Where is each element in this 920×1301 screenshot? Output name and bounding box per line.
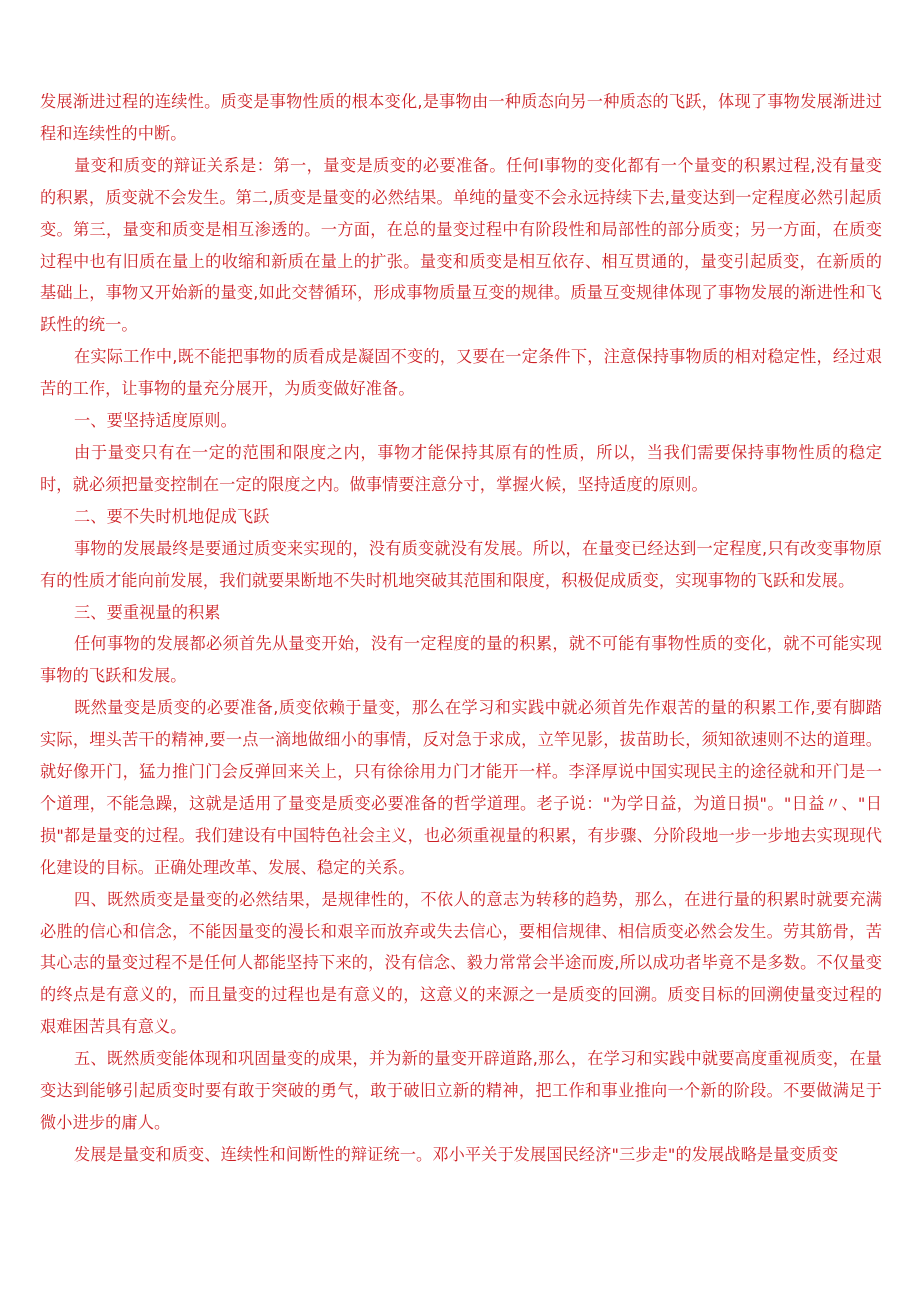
paragraph-accumulation: 任何事物的发展都必须首先从量变开始，没有一定程度的量的积累，就不可能有事物性质的变化，就不可能实现事物的飞跃和发展。	[40, 634, 882, 686]
heading-one: 一、要坚持适度原则。	[74, 411, 237, 431]
paragraph-dialectical-relation: 量变和质变的辩证关系是：第一，量变是质变的必要准备。任何I事物的变化都有一个量变的积累过程,没有量变的积累，质变就不会发生。第二,质变是量变的必然结果。单纯的量变不会永远持续下去,量变达到一定程度必然引起质变。第三，量变和质变是相互渗透的。一方面，在总的量变过程中有阶段性和局部性的部分质变；另一方面，在质变过程中也有旧质在量上的收缩和新质在量上的扩张。量变和质变是相互依存、相互贯通的，量变引起质变，在新质的基础上，事物又开始新的量变,如此交替循环，形成事物质量互变的规律。质量互变规律体现了事物发展的渐进性和飞跃性的统一。	[40, 155, 882, 335]
paragraph-development: 发展是量变和质变、连续性和间断性的辩证统一。邓小平关于发展国民经济"三步走"的发展战略是量变质变	[74, 1144, 839, 1164]
heading-two: 二、要不失时机地促成飞跃	[74, 506, 270, 526]
paragraph-moderation: 由于量变只有在一定的范围和限度之内，事物才能保持其原有的性质，所以，当我们需要保持事物性质的稳定时，就必须把量变控制在一定的限度之内。做事情要注意分寸，掌握火候，坚持适度的原则。	[40, 442, 882, 494]
paragraph-practical-work: 在实际工作中,既不能把事物的质看成是凝固不变的，又要在一定条件下，注意保持事物质的相对稳定性，经过艰苦的工作，让事物的量充分展开，为质变做好准备。	[40, 347, 882, 399]
paragraph-preparation: 既然量变是质变的必要准备,质变依赖于量变，那么在学习和实践中就必须首先作艰苦的量的积累工作,要有脚踏实际，埋头苦干的精神,要一点一滴地做细小的事情，反对急于求成，立竿见影，拔苗助长，须知欲速则不达的道理。就好像开门，猛力推门门会反弹回来关上，只有徐徐用力门才能开一样。李泽厚说中国实现民主的途径就和开门是一个道理，不能急躁，这就是适用了量变是质变必要准备的哲学道理。老子说："为学日益，为道日损"。"日益〃、"日损"都是量变的过程。我们建设有中国特色社会主义，也必须重视量的积累，有步骤、分阶段地一步一步地去实现现代化建设的目标。正确处理改革、发展、稳定的关系。	[40, 698, 882, 877]
paragraph-leap: 事物的发展最终是要通过质变来实现的，没有质变就没有发展。所以，在量变已经达到一定程度,只有改变事物原有的性质才能向前发展，我们就要果断地不失时机地突破其范围和限度，积极促成质变，实现事物的飞跃和发展。	[40, 538, 882, 590]
paragraph-continuation: 发展渐进过程的连续性。质变是事物性质的根本变化,是事物由一种质态向另一种质态的飞跃，体现了事物发展渐进过程和连续性的中断。	[40, 92, 882, 143]
paragraph-point-four: 四、既然质变是量变的必然结果，是规律性的，不依人的意志为转移的趋势，那么，在进行量的积累时就要充满必胜的信心和信念，不能因量变的漫长和艰辛而放弃或失去信心，要相信规律、相信质变必然会发生。劳其筋骨，苦其心志的量变过程不是任何人都能坚持下来的，没有信念、毅力常常会半途而废,所以成功者毕竟不是多数。不仅量变的终点是有意义的，而且量变的过程也是有意义的，这意义的来源之一是质变的回溯。质变目标的回溯使量变过程的艰难困苦具有意义。	[40, 889, 882, 1037]
paragraph-point-five: 五、既然质变能体现和巩固量变的成果，并为新的量变开辟道路,那么，在学习和实践中就要高度重视质变，在量变达到能够引起质变时要有敢于突破的勇气，敢于破旧立新的精神，把工作和事业推向一个新的阶段。不要做满足于微小进步的庸人。	[40, 1049, 882, 1132]
heading-three: 三、要重视量的积累	[74, 602, 221, 622]
document-page	[40, 86, 882, 1171]
